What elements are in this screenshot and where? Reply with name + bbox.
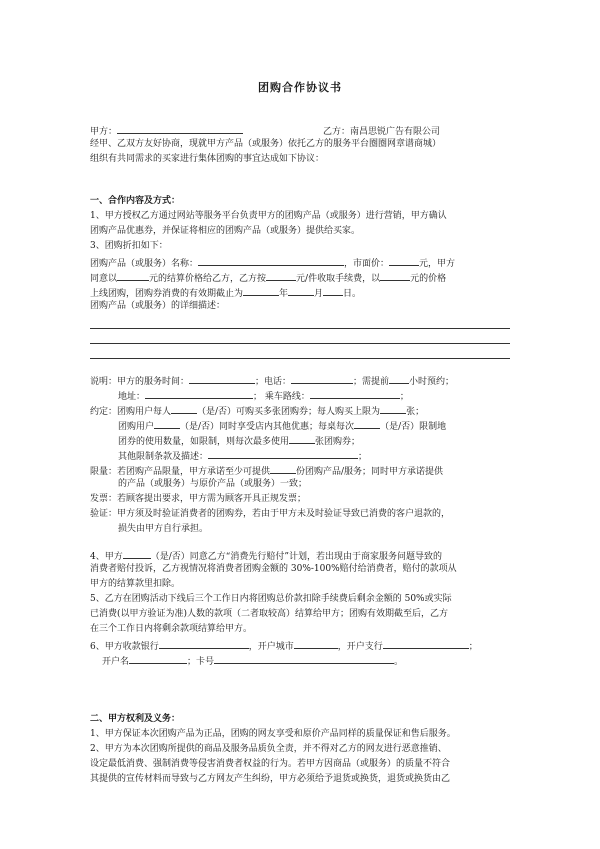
clause-line: 设定最低消费、强制消费等侵害消费者权益的行为。若甲方因商品（或服务）的质量不符合 xyxy=(90,759,451,769)
clause-line: 已消费(以甲方验证为准)人数的款项（二者取较高）结算给甲方；团购有效期截至后，乙方 xyxy=(90,609,449,619)
day-blank[interactable] xyxy=(323,284,343,296)
clause-line: 甲方的结算款里扣除。 xyxy=(90,579,181,589)
clause-line: 消费者赔付投诉，乙方视情况将消费者团购金额的 30%-100%赔付给消费者，赔付的款项从 xyxy=(90,564,457,574)
text: 约定：团购用户每人 xyxy=(90,407,172,417)
text: ；需提前 xyxy=(353,377,390,387)
limit-line xyxy=(90,462,520,477)
clause-line: 团购产品优惠券，并保证将相应的团购产品（或服务）提供给买家。 xyxy=(90,226,361,236)
text: 张； xyxy=(406,407,425,417)
clause-line: 1、甲方授权乙方通过网站等服务平台负责甲方的团购产品（或服务）进行营销，甲方确认 xyxy=(90,211,447,221)
city-blank[interactable] xyxy=(294,637,338,649)
parties-line xyxy=(90,122,520,137)
section-2 xyxy=(90,712,520,787)
text: 元的价格 xyxy=(410,274,447,284)
text: 其他限制条款及描述： xyxy=(118,452,209,462)
bank-line xyxy=(90,637,520,652)
clause-4-line xyxy=(90,547,520,562)
intro-line: 组织有共同需求的买家进行集体团购的事宜达成如下协议： xyxy=(90,154,325,164)
text: 6、甲方收款银行 xyxy=(90,642,159,652)
service-line xyxy=(90,372,520,387)
product-name-blank[interactable] xyxy=(198,254,344,266)
clause-line: 5、乙方在团购活动下线后三个工作日内将团购总价款扣除手续费后剩余金额的 50%或实际 xyxy=(90,594,452,604)
intro-line: 经甲、乙双方友好协商，现就甲方产品（或服务）依托乙方的服务平台圈圈网章谱商城） xyxy=(90,139,442,149)
text: 。 xyxy=(394,657,404,667)
phone-blank[interactable] xyxy=(291,372,353,384)
text: 年 xyxy=(279,289,289,299)
route-blank[interactable] xyxy=(310,387,400,399)
text: ，开户城市 xyxy=(248,642,294,652)
bank-blank[interactable] xyxy=(159,637,249,649)
text: ；电话： xyxy=(255,377,292,387)
text: 元，甲方 xyxy=(419,259,456,269)
market-price-blank[interactable] xyxy=(389,254,419,266)
month-blank[interactable] xyxy=(288,284,314,296)
text: ； xyxy=(399,392,409,402)
other-terms-blank[interactable] xyxy=(208,447,358,459)
detail-blank-line[interactable] xyxy=(90,314,510,329)
validity-line xyxy=(90,284,520,299)
text: 份团购产品/服务；同时甲方承诺提供 xyxy=(296,467,444,477)
address-line xyxy=(90,387,520,402)
hours-blank[interactable] xyxy=(389,372,409,384)
clause-line: 在三个工作日内将剩余款项结算给甲方。 xyxy=(90,624,253,634)
notes-block xyxy=(90,372,520,537)
section-2-heading: 二、甲方权利及义务： xyxy=(90,714,181,724)
rule-line xyxy=(90,447,520,462)
section-1-continued xyxy=(90,547,520,667)
text: 4、甲方 xyxy=(90,552,123,562)
detail-label: 团购产品（或服务）的详细描述： xyxy=(90,301,226,311)
party-b-name: 南昌思锐广告有限公司 xyxy=(350,127,441,137)
section-1-heading: 一、合作内容及方式： xyxy=(90,196,181,206)
price-line xyxy=(90,254,520,269)
clause-line: 3、团购折扣如下： xyxy=(90,241,168,251)
year-blank[interactable] xyxy=(243,284,279,296)
settle-price-blank[interactable] xyxy=(117,269,149,281)
text: 同意以 xyxy=(90,274,118,284)
settlement-line xyxy=(90,269,520,284)
text: 上线团购，团购券消费的有效期截止为 xyxy=(90,289,244,299)
text: ； xyxy=(468,642,478,652)
detail-blank-line[interactable] xyxy=(90,344,510,359)
verify-line: 验证：甲方须及时验证消费者的团购券，若由于甲方未及时验证导致已消费的客户退款的， xyxy=(90,509,451,519)
rule-line xyxy=(90,417,520,432)
branch-blank[interactable] xyxy=(383,637,469,649)
clause-line: 1、甲方保证本次团购产品为正品，团购的网友享受和原价产品同样的质量保证和售后服务。 xyxy=(90,729,456,739)
text: 开户名 xyxy=(102,657,130,667)
text: 元/件收取手续费，以 xyxy=(296,274,381,284)
account-name-blank[interactable] xyxy=(129,652,187,664)
quantity-blank[interactable] xyxy=(270,462,296,474)
text: 地址： xyxy=(118,392,146,402)
party-a-blank[interactable] xyxy=(117,122,243,134)
service-time-blank[interactable] xyxy=(189,372,255,384)
text: 团购产品（或服务）名称： xyxy=(90,259,199,269)
text: ，开户支行 xyxy=(337,642,383,652)
text: 说明：甲方的服务时间： xyxy=(90,377,190,387)
text: 小时预约； xyxy=(409,377,455,387)
rule-line xyxy=(90,432,520,447)
compensation-blank[interactable] xyxy=(123,547,151,559)
text: 月 xyxy=(314,289,324,299)
clause-line: 其提供的宣传材料而导致与乙方网友产生纠纷，甲方必须给予退货或换货，退货或换货由乙 xyxy=(90,774,451,784)
text: （是/否）限制地 xyxy=(380,422,447,432)
section-1 xyxy=(90,194,520,359)
text: （是/否）同时享受店内其他优惠；每桌每次 xyxy=(180,422,355,432)
account-line xyxy=(90,652,520,667)
table-limit-blank[interactable] xyxy=(354,417,380,429)
party-b-label: 乙方： xyxy=(323,127,351,137)
text: 日。 xyxy=(343,289,362,299)
text: 团购用户 xyxy=(118,422,155,432)
document-title: 团购合作协议书 xyxy=(258,81,342,94)
address-blank[interactable] xyxy=(145,387,253,399)
rule-line xyxy=(90,402,520,417)
invoice-line: 发票：若顾客提出要求，甲方需为顾客开具正规发票； xyxy=(90,494,307,504)
limit-line: 的产品（或服务）与原价产品（或服务）一致； xyxy=(118,479,308,489)
text: （是/否）同意乙方“消费先行赔付”计划，若出现由于商家服务问题导致的 xyxy=(150,552,442,562)
group-price-blank[interactable] xyxy=(380,269,410,281)
clause-line: 2、甲方为本次团购所提供的商品及服务品质负全责，并不得对乙方的网友进行恶意推销、 xyxy=(90,744,447,754)
text: 团券的使用数量，如限制，则每次最多使用 xyxy=(118,437,290,447)
text: ； 乘车路线： xyxy=(253,392,310,402)
text: （是/否）可购买多张团购券；每人购买上限为 xyxy=(197,407,381,417)
intro-paragraph xyxy=(90,137,520,167)
text: 元的结算价格给乙方，乙方按 xyxy=(149,274,267,284)
fee-blank[interactable] xyxy=(266,269,296,281)
detail-blank-line[interactable] xyxy=(90,329,510,344)
text: ；卡号 xyxy=(187,657,215,667)
text: 张团购券； xyxy=(315,437,361,447)
verify-line: 损失由甲方自行承担。 xyxy=(118,524,209,534)
limit-blank[interactable] xyxy=(380,402,406,414)
max-use-blank[interactable] xyxy=(289,432,315,444)
text: ，市面价： xyxy=(344,259,390,269)
party-a-label: 甲方： xyxy=(90,127,118,137)
text: ； xyxy=(358,452,368,462)
text: 限量：若团购产品限量，甲方承诺至少可提供 xyxy=(90,467,271,477)
other-discount-blank[interactable] xyxy=(154,417,180,429)
card-number-blank[interactable] xyxy=(214,652,394,664)
multi-coupon-blank[interactable] xyxy=(171,402,197,414)
